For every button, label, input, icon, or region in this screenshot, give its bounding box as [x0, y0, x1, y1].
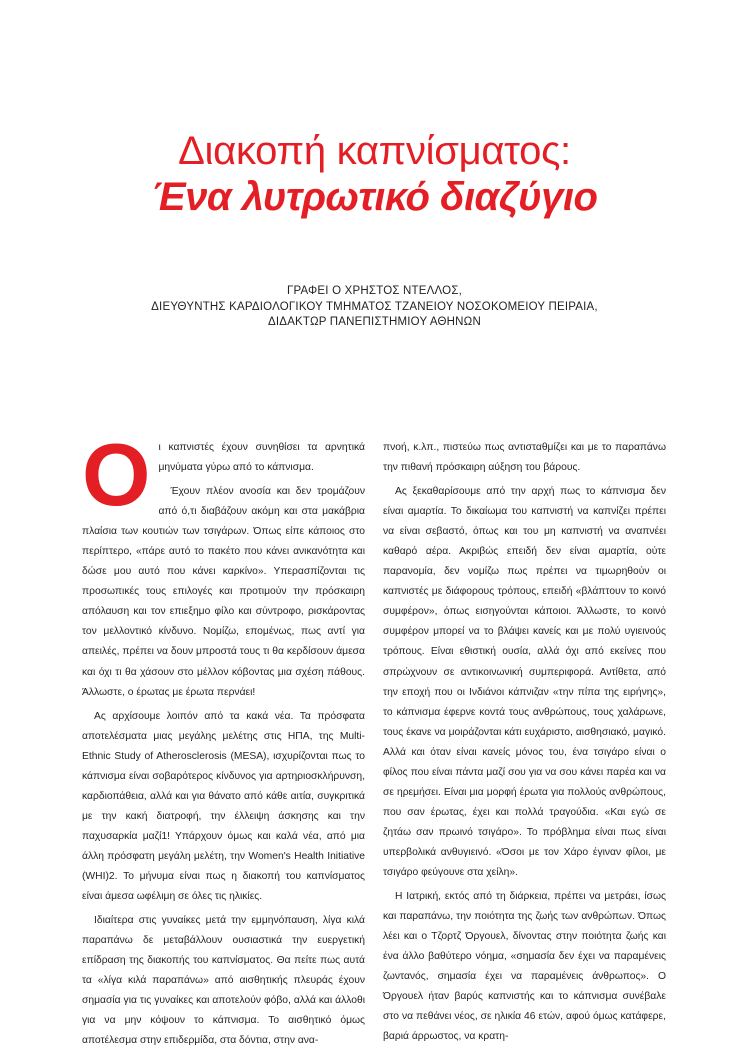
drop-cap: Ο	[82, 425, 151, 524]
paragraph: Η Ιατρική, εκτός από τη διάρκεια, πρέπει να μετράει, ίσως και παραπάνω, την ποιότητα της ζωής των ανθρώπων. Όπως λέει και ο Τζορτζ Όργουελ, δίνοντας στην ποιότητα ζωής και ένα άλλο βαθύτερο νόημα, «σημασία δεν έχει να παραμένεις ζωντανός, σημασία έχει να παραμένεις άνθρωπος». Ο Όργουελ ήταν βαρύς καπνιστής και το κάπνισμα συνέβαλε στο να πεθάνει νέος, σε ηλικία 46 ετών, αφού όμως κατάφερε, βαριά άρρωστος, να κρατη-	[383, 891, 666, 1043]
article-column-right	[383, 438, 666, 1047]
byline-degree: ΔΙΔΑΚΤΩΡ ΠΑΝΕΠΙΣΤΗΜΙΟΥ ΑΘΗΝΩΝ	[268, 316, 481, 328]
byline-author: ΓΡΑΦΕΙ Ο ΧΡΗΣΤΟΣ ΝΤΕΛΛΟΣ,	[286, 285, 463, 297]
title-line-1: Διακοπή καπνίσματος:	[178, 129, 571, 173]
paragraph: πνοή, κ.λπ., πιστεύω πως αντισταθμίζει και με το παραπάνω την πιθανή πρόσκαιρη αύξηση του βάρους.	[383, 442, 666, 474]
article-title	[0, 128, 749, 220]
paragraph: Ιδιαίτερα στις γυναίκες μετά την εμμηνόπαυση, λίγα κιλά παραπάνω δε μεταβάλλουν ουσιαστικά την ευεργετική επίδραση της διακοπής του καπνίσματος. Θα πείτε πως αυτά τα «λίγα κιλά παραπάνω» από αισθητικής πλευράς έχουν σημασία για τις γυναίκες και αποτελούν φόβο, αλλά και άλλοθι για να μην κόψουν το κάπνισμα. Το αισθητικό όμως αποτέλεσμα στην επιδερμίδα, στα δόντια, στην ανα-	[82, 915, 365, 1047]
paragraph: Ας αρχίσουμε λοιπόν από τα κακά νέα. Τα πρόσφατα αποτελέσματα μιας μεγάλης μελέτης στις ΗΠΑ, της Multi-Ethnic Study of Atherosclerosis (MESA), ισχυρίζονται πως το κάπνισμα είναι σοβαρότερος κίνδυνος για αρτηριοσκλήρυνση, καρδιοπάθεια, αλλά και για θάνατο από κάθε αιτία, συγκριτικά με την κακή διατροφή, την έλλειψη άσκησης και την παχυσαρκία μαζί1! Υπάρχουν όμως και καλά νέα, από μια άλλη πρόσφατη μεγάλη μελέτη, την Women's Health Initiative (WHI)2. Το μήνυμα είναι πως η διακοπή του καπνίσματος είναι άμεσα ωφέλιμη σε όλες τις ηλικίες.	[82, 710, 365, 903]
byline-position: ΔΙΕΥΘΥΝΤΗΣ ΚΑΡΔΙΟΛΟΓΙΚΟΥ ΤΜΗΜΑΤΟΣ ΤΖΑΝΕΙΟΥ ΝΟΣΟΚΟΜΕΙΟΥ ΠΕΙΡΑΙΑ,	[151, 300, 598, 313]
paragraph: ι καπνιστές έχουν συνηθίσει τα αρνητικά μηνύματα γύρω από το κάπνισμα.	[158, 442, 365, 474]
paragraph: Έχουν πλέον ανοσία και δεν τρομάζουν από ό,τι διαβάζουν ακόμη και στα μακάβρια πλαίσια των κουτιών των τσιγάρων. Όπως είπε κάποιος στο περίπτερο, «πάρε αυτό το πακέτο που κάνει ανικανότητα και δώσε μου αυτό που κάνει καρκίνο». Υπερασπίζονται τις προσωπικές τους επιλογές και προτιμούν την πρόσκαιρη απόλαυση και τον επιεξημο φίλο και σύντροφο, ρισκάροντας τον μελλοντικό κίνδυνο. Νομίζω, επομένως, πως αντί για απειλές, πρέπει να δουν μπροστά τους τι θα κερδίσουν άμεσα και όχι τι θα χάσουν στο μέλλον κόβοντας μια σχέση πάθους. Άλλωστε, ο έρωτας με έρωτα περνάει!	[82, 486, 365, 698]
title-line-2: Ένα λυτρωτικό διαζύγιο	[151, 175, 598, 219]
author-byline	[0, 284, 749, 331]
article-column-left	[82, 425, 365, 1051]
paragraph: Ας ξεκαθαρίσουμε από την αρχή πως το κάπνισμα δεν είναι αμαρτία. Το δικαίωμα του καπνιστή να καπνίζει πρέπει να είναι σεβαστό, όπως και του μη καπνιστή να αναπνέει καθαρό αέρα. Ακριβώς επειδή δεν είναι αμαρτία, ούτε παρανομία, δεν νομίζω πως πρέπει να τιμωρηθούν οι καπνιστές με διάφορους τρόπους, επειδή «βλάπτουν το κοινό συμφέρον», όπως εισηγούνται κάποιοι. Άλλωστε, το κοινό συμφέρον μπορεί να το βλάψει κανείς και με πολύ υγιεινούς τρόπους. Είναι εθιστική ουσία, αλλά όχι από εκείνες που σπρώχνουν σε αντικοινωνική συμπεριφορά. Αντίθετα, από την εποχή που οι Ινδιάνοι κάπνιζαν «την πίπα της ειρήνης», το κάπνισμα έφερνε κοντά τους ανθρώπους, τους χαλάρωνε, τους έκανε να μοιράζονται κάτι ευχάριστο, αισθησιακό, μαγικό. Αλλά και όταν είναι κανείς μόνος του, ένα τσιγάρο είναι ο φίλος που είναι πάντα μαζί σου για να σου κάνει παρέα και να σε ηρεμήσει. Είναι μια μορφή έρωτα για πολλούς ανθρώπους, που σαν έρωτας, έχει και πολλά τραγούδια. «Και εγώ σε ζητάω σαν πρωινό τσιγάρο». Το πρόβλημα είναι πως είναι υπερβολικά ανθυγιεινό. «Όσοι με τον Χάρο έγιναν φίλοι, με τσιγάρο φεύγουνε στα χείλη».	[383, 486, 666, 878]
